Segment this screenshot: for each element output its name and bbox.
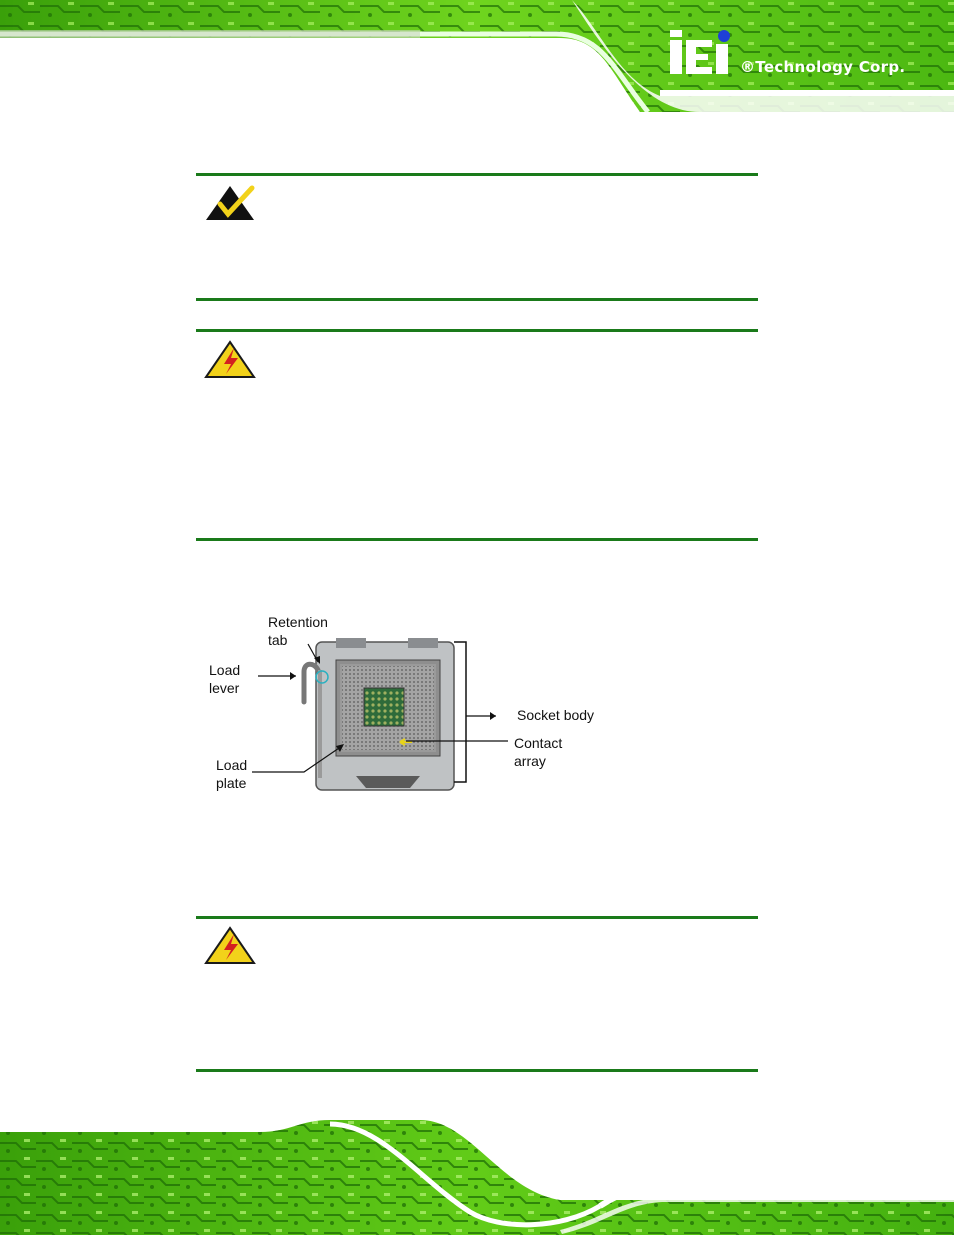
contact-array-label-line2: array xyxy=(514,753,546,769)
socket-body-label: Socket body xyxy=(517,707,595,723)
warning-lightning-icon xyxy=(204,926,256,966)
header-banner xyxy=(0,0,954,112)
load-lever-label-line1: Load xyxy=(209,662,241,678)
load-plate-label-line1: Load xyxy=(216,757,248,773)
load-lever-label-line2: lever xyxy=(209,680,240,696)
contact-array-label-line1: Contact xyxy=(514,735,563,751)
warning2-top-rule xyxy=(196,916,758,919)
footer-banner xyxy=(0,1120,954,1235)
iei-logo-icon xyxy=(668,28,738,76)
retention-tab-label-line2: tab xyxy=(268,632,288,648)
note-top-rule xyxy=(196,173,758,176)
load-plate-label-line2: plate xyxy=(216,775,247,791)
warning-lightning-icon xyxy=(204,340,256,380)
retention-tab-label-line1: Retention xyxy=(268,614,328,630)
note-check-icon xyxy=(204,184,256,222)
note-bottom-rule xyxy=(196,298,758,301)
warning2-bottom-rule xyxy=(196,1069,758,1072)
warning-bottom-rule xyxy=(196,538,758,541)
warning-top-rule xyxy=(196,329,758,332)
brand-name: ®Technology Corp. xyxy=(740,58,906,76)
